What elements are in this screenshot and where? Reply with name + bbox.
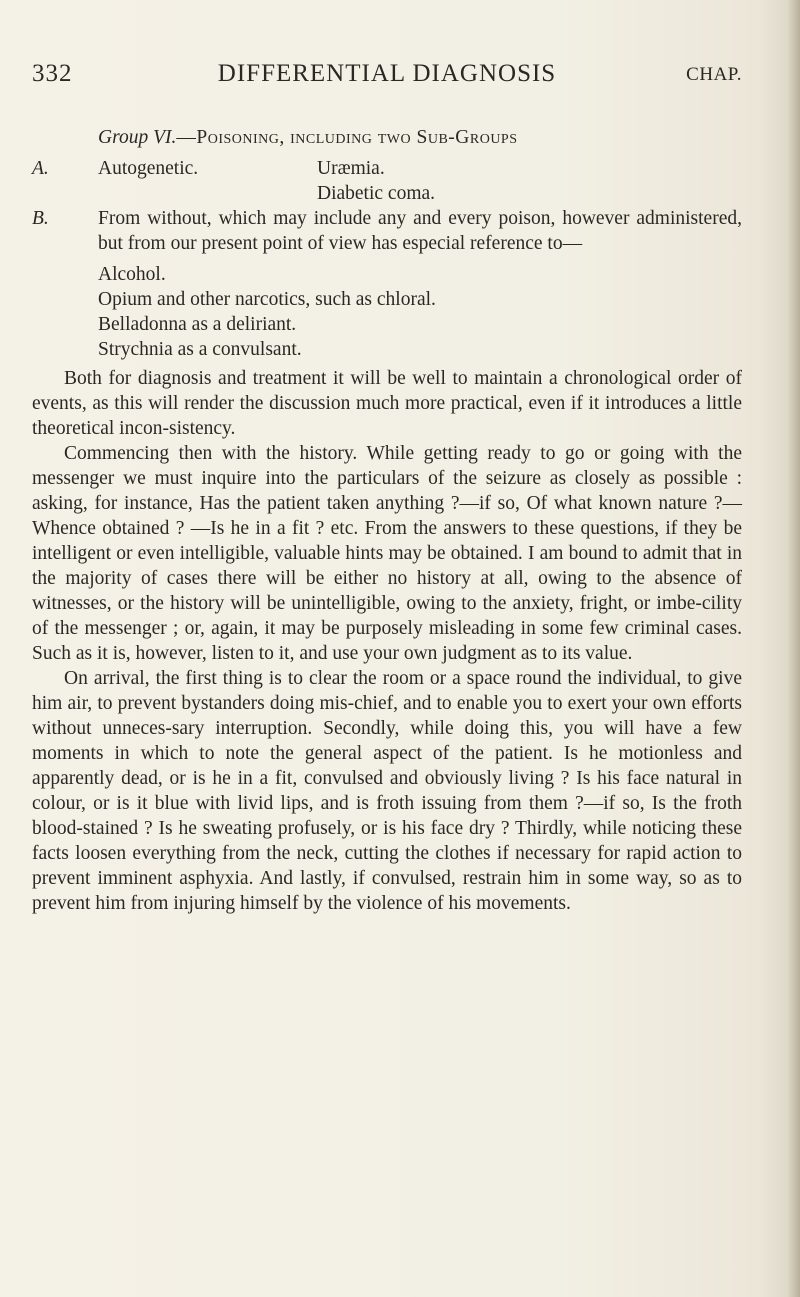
running-head: DIFFERENTIAL DIAGNOSIS: [217, 60, 557, 87]
subgroup-b: [32, 206, 742, 362]
subgroup-b-label: B.: [32, 208, 49, 229]
chapter-label: CHAP.: [686, 64, 742, 85]
page-header: [32, 60, 742, 96]
poison-list-item: Belladonna as a deliriant.: [98, 314, 297, 335]
subgroup-a-item: Diabetic coma.: [317, 183, 436, 204]
paragraph: On arrival, the first thing is to clear the room or a space round the individual, to give him air, to prevent bystanders doing mis-chief, and to enable you to exert your own efforts without unneces-sary interruption. Secondly, while doing this, you will have a few moments in which to note the general aspect of the patient. Is he motionless and apparently dead, or is he in a fit, convulsed and obviously living ? Is his face natural in colour, or is it blue with livid lips, and is froth issuing from them ?—if so, Is the froth blood-stained ? Is he sweating profusely, or is his face dry ? Thirdly, while noticing these facts loosen everything from the neck, cutting the clothes if necessary for rapid action to prevent imminent asphyxia. And lastly, if convulsed, restrain him in some way, so as to prevent him from injuring himself by the violence of his movements.: [32, 668, 742, 914]
subgroup-a-label: A.: [32, 158, 49, 179]
subgroup-a: [32, 156, 742, 181]
page-number: 332: [32, 60, 73, 87]
poison-list-item: Strychnia as a convulsant.: [98, 339, 302, 360]
group-title: —Poisoning, including two Sub-Groups: [176, 127, 518, 148]
subgroup-a-title: Autogenetic.: [98, 158, 199, 179]
page-body: [32, 125, 742, 916]
paragraph: Commencing then with the history. While getting ready to go or going with the messenger we must inquire into the particulars of the seizure as closely as possible : asking, for instance, Has the patient taken anything ?—if so, Of what known nature ?—Whence obtained ? —Is he in a fit ? etc. From the answers to these questions, if they be intelligent or even intelligible, valuable hints may be obtained. I am bound to admit that in the majority of cases there will be either no history at all, owing to the absence of witnesses, or the history will be unintelligible, owing to the anxiety, fright, or imbe-cility of the messenger ; or, again, it may be purposely misleading in some few criminal cases. Such as it is, however, listen to it, and use your own judgment as to its value.: [32, 443, 742, 664]
poison-list-item: Opium and other narcotics, such as chloral.: [98, 289, 436, 310]
group-label: Group VI.: [98, 127, 177, 148]
subgroup-a-item: Uræmia.: [317, 158, 385, 179]
subgroup-b-intro: From without, which may include any and every poison, however administered, but from our present point of view has especial reference to—: [98, 208, 742, 254]
poison-list-item: Alcohol.: [98, 264, 166, 285]
page-edge-shadow: [786, 0, 800, 1297]
paragraph: Both for diagnosis and treatment it will be well to maintain a chronological order of events, as this will render the discussion much more practical, even if it introduces a little theoretical incon-sistency.: [32, 368, 742, 439]
group-heading: [98, 125, 742, 150]
